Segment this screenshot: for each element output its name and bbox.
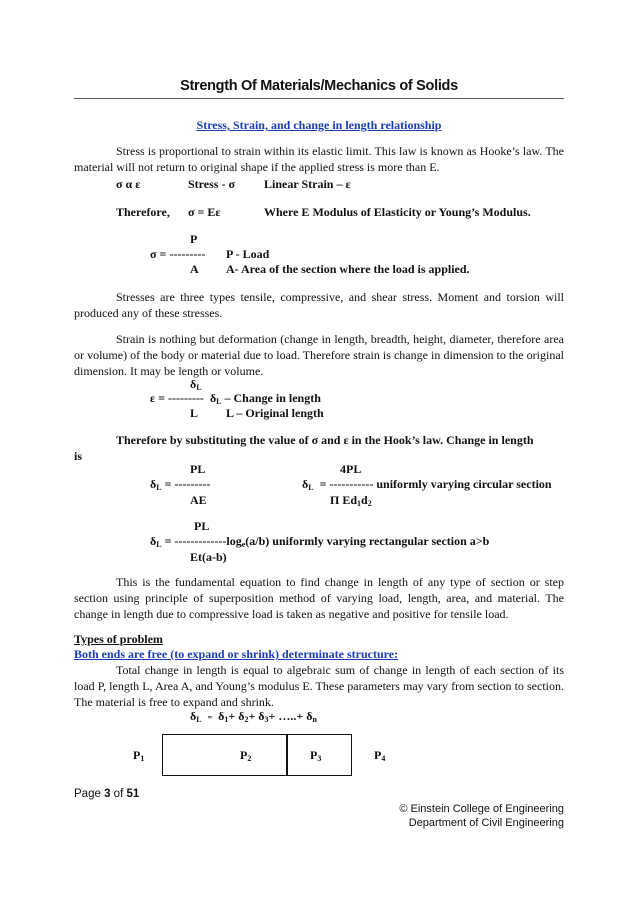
sum-equation: $\delta_L = \delta_1+ \delta_2+ \delta_3+$ …..+ $\delta_n$	[190, 709, 317, 724]
stress-formula-denominator: A	[190, 262, 199, 276]
rect-formula-denominator: Et(a-b)	[190, 550, 227, 564]
algebraic-sum-paragraph: Total change in length is equal to algebraic sum of change in length of each section of its load P, length L, Area A, and Young’s modulus E. These parameters may vary from section to section. The material is free to expand and shrink.	[74, 663, 564, 710]
superposition-paragraph: This is the fundamental equation to find change in length of any type of section or step section using principle of superposition method of varying load, length, area, and material. The change in length due to compressive load is taken as negative and positive for tensile load.	[74, 575, 564, 622]
circular-formula-fraction: $\delta_L$ = ----------- uniformly varying circular section	[302, 477, 552, 492]
stress-formula-numerator: P	[190, 232, 198, 246]
stress-symbol-label: Stress - σ	[188, 177, 235, 191]
substitution-statement: Therefore by substituting the value of σ and ε in the Hook’s law. Change in length	[116, 433, 534, 447]
rect-formula-fraction: $\delta_L = -------------\log_e(a/b)$ uniformly varying rectangular section a>b	[150, 534, 490, 549]
strain-formula-fraction: ε = --------- $\delta_L$ – Change in length	[150, 391, 321, 406]
uniform-formula-fraction: $\delta_L$ = ---------	[150, 477, 211, 492]
stress-types-paragraph: Stresses are three types tensile, compressive, and shear stress. Moment and torsion will produced any of these stresses.	[74, 290, 564, 321]
uniform-formula-numerator: PL	[190, 462, 206, 476]
uniform-formula-denominator: AE	[190, 493, 207, 507]
area-definition: A- Area of the section where the load is applied.	[226, 262, 470, 276]
load-label-p2: $P_2$	[240, 748, 252, 763]
section-title: Stress, Strain, and change in length relationship	[196, 118, 442, 132]
strain-symbol-label: Linear Strain – ε	[264, 177, 351, 191]
strain-formula-numerator: $\delta_L$	[190, 377, 202, 392]
header-rule	[74, 98, 564, 99]
proportionality-relation: σ α ε	[116, 177, 141, 191]
types-of-problem-heading: Types of problem	[74, 632, 163, 646]
therefore-label: Therefore,	[116, 205, 170, 219]
load-label-p1: $P_1$	[133, 748, 145, 763]
bar-section-left	[162, 734, 288, 776]
load-label-p4: $P_4$	[374, 748, 386, 763]
hookes-law-equation: σ = Eε	[188, 205, 221, 219]
strain-definition-paragraph: Strain is nothing but deformation (change in length, breadth, height, diameter, therefore area or volume) of the body or material due to load. Therefore strain is change in dimension to the original dimension. It may be length or volume.	[74, 332, 564, 379]
strain-formula-denominator: L	[190, 406, 199, 420]
modulus-definition: Where E Modulus of Elasticity or Young’s Modulus.	[264, 205, 531, 219]
circular-formula-numerator: 4PL	[340, 462, 362, 476]
rect-formula-numerator: PL	[194, 519, 210, 533]
original-length-definition: L – Original length	[226, 406, 324, 420]
substitution-statement-end: is	[74, 449, 83, 463]
load-definition: P - Load	[226, 247, 270, 261]
footer-credits	[399, 802, 564, 830]
department-name: Department of Civil Engineering	[408, 817, 564, 829]
circular-formula-denominator: Π $Ed_1d_2$	[330, 493, 372, 508]
free-ends-subheading: Both ends are free (to expand or shrink) determinate structure:	[74, 647, 399, 661]
load-label-p3: $P_3$	[310, 748, 322, 763]
hookes-law-paragraph: Stress is proportional to strain within its elastic limit. This law is known as Hooke’s law. The material will not return to original shape if the applied stress is more than E.	[74, 144, 564, 175]
page-number: Page 3 of 51	[74, 788, 140, 800]
college-name: © Einstein College of Engineering	[399, 803, 564, 815]
stress-formula-fraction: σ = ---------	[150, 247, 206, 261]
document-header-title: Strength Of Materials/Mechanics of Solids	[180, 78, 458, 94]
